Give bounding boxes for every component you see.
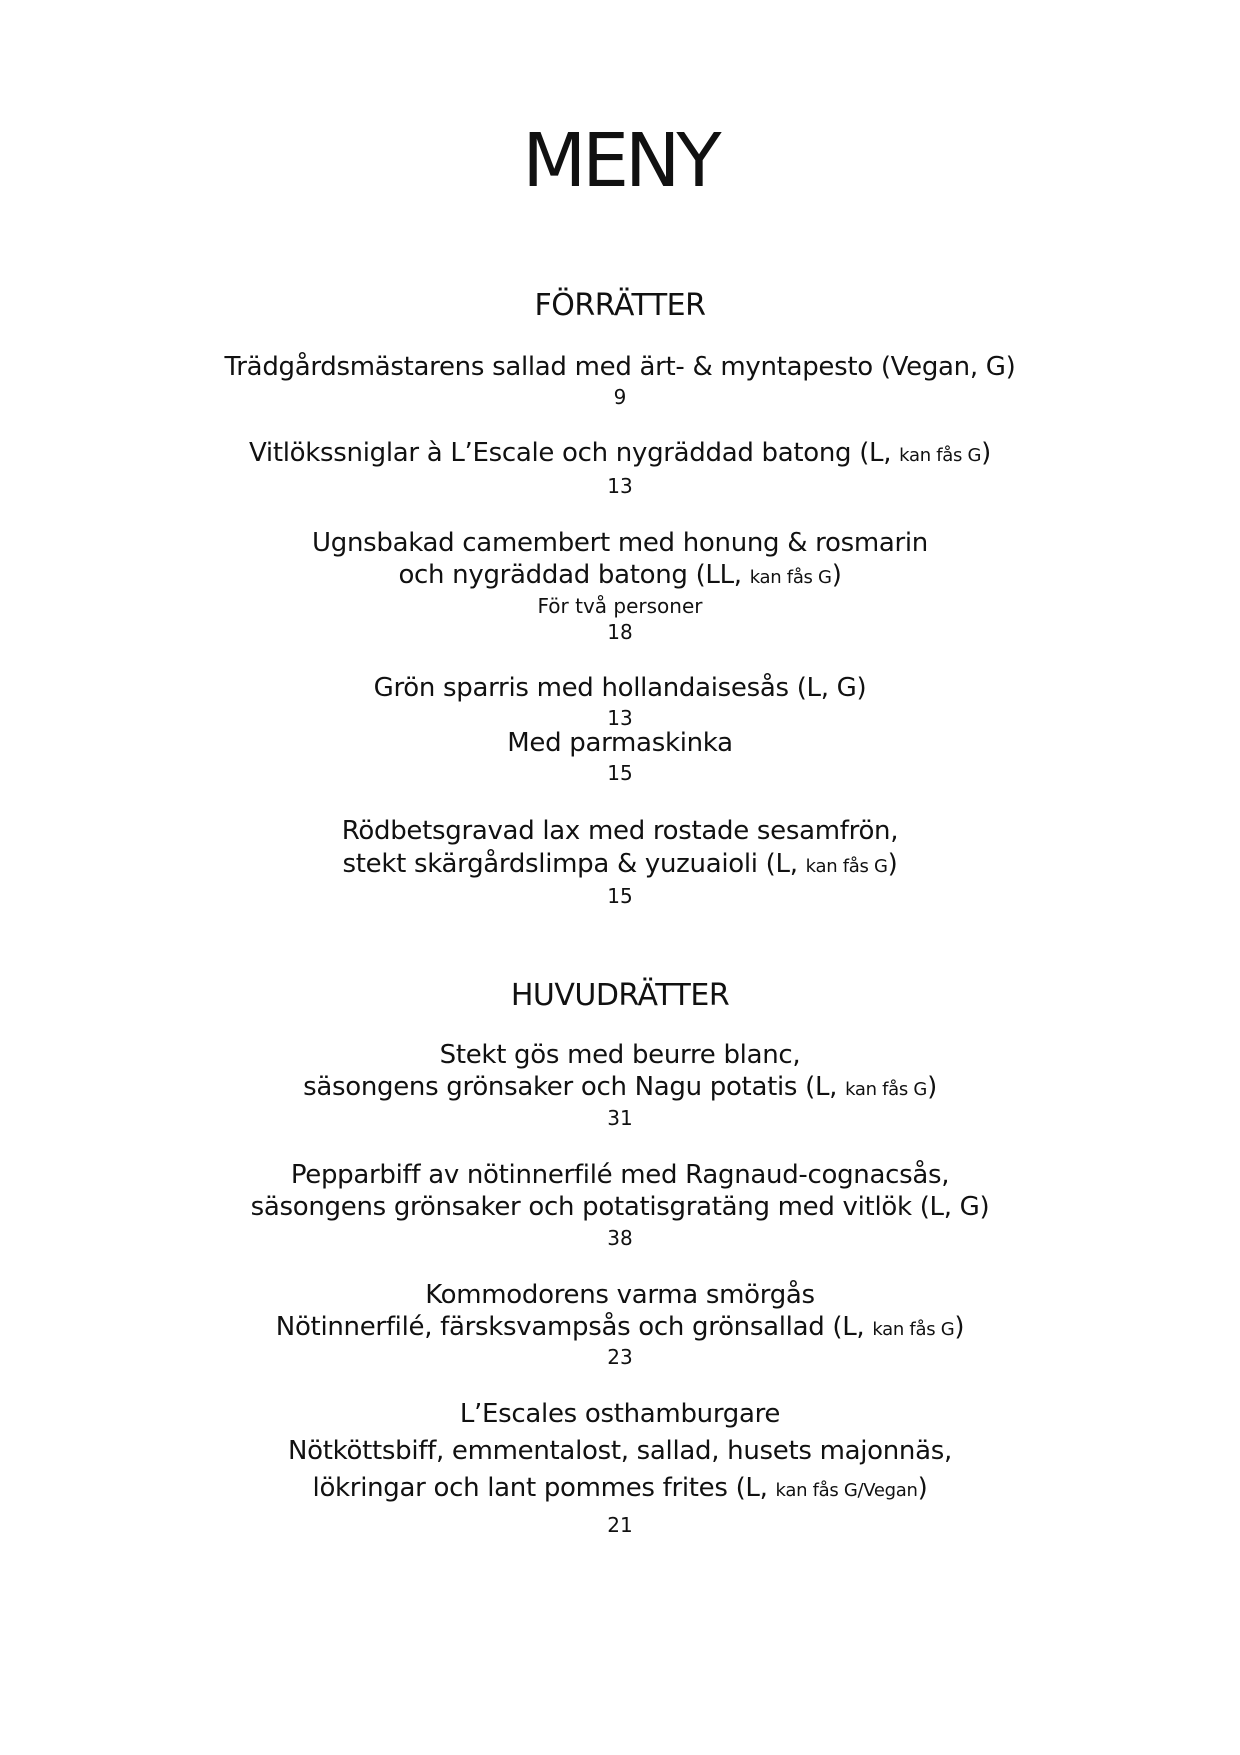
serving-note: För två personer [537,594,703,618]
dish-price: 9 [613,385,627,409]
section-heading-mains: HUVUDRÄTTER [510,978,730,1013]
closing-paren: ) [917,1473,928,1503]
dish-price: 23 [607,1345,633,1369]
dish-option-price: 15 [607,761,633,785]
dish-description-text: lökringar och lant pommes frites (L, [312,1473,768,1503]
dish-description [0,1072,1240,1102]
diet-note: kan fås G [805,856,888,877]
diet-note: kan fås G [872,1319,955,1340]
dish-description [0,560,1240,590]
dish-price: 13 [607,706,633,730]
dish-name: Pepparbiff av nötinnerfilé med Ragnaud-cognacsås, [290,1160,950,1190]
dish-price: 31 [607,1106,633,1130]
dish-price: 38 [607,1226,633,1250]
closing-paren: ) [887,849,898,879]
closing-paren: ) [954,1312,965,1342]
diet-note: kan fås G [899,445,982,466]
dish-description-text: säsongens grönsaker och Nagu potatis (L, [303,1072,838,1102]
section-heading-starters: FÖRRÄTTER [534,288,706,323]
dish-description: säsongens grönsaker och potatisgratäng med vitlök (L, G) [250,1192,990,1222]
page-title: MENY [522,118,718,204]
dish-description-text: och nygräddad batong (LL, [398,560,742,590]
dish-description [0,849,1240,879]
dish-name [0,438,1240,468]
diet-note: kan fås G [749,567,832,588]
dish-name: Grön sparris med hollandaisesås (L, G) [373,673,867,703]
closing-paren: ) [831,560,842,590]
dish-name: Trädgårdsmästarens sallad med ärt- & myntapesto (Vegan, G) [224,352,1016,382]
dish-description-text: stekt skärgårdslimpa & yuzuaioli (L, [342,849,798,879]
dish-option: Med parmaskinka [507,728,733,758]
dish-name: L’Escales osthamburgare [459,1399,781,1429]
dish-description: Nötköttsbiff, emmentalost, sallad, husets majonnäs, [288,1436,952,1466]
dish-description [0,1473,1240,1503]
dish-name: Stekt gös med beurre blanc, [439,1040,801,1070]
dish-name: Rödbetsgravad lax med rostade sesamfrön, [341,816,899,846]
dish-description [0,1312,1240,1342]
closing-paren: ) [981,438,991,468]
dish-price: 13 [607,474,633,498]
dish-price: 18 [607,620,633,644]
dish-name: Kommodorens varma smörgås [425,1280,815,1310]
closing-paren: ) [927,1072,937,1102]
diet-note: kan fås G/Vegan [775,1480,918,1501]
dish-price: 15 [607,884,633,908]
dish-description-text: Nötinnerfilé, färsksvampsås och grönsallad (L, [275,1312,865,1342]
diet-note: kan fås G [845,1079,928,1100]
dish-name-text: Vitlökssniglar à L’Escale och nygräddad batong (L, [249,438,892,468]
dish-name: Ugnsbakad camembert med honung & rosmarin [312,528,928,558]
dish-price: 21 [607,1513,633,1537]
